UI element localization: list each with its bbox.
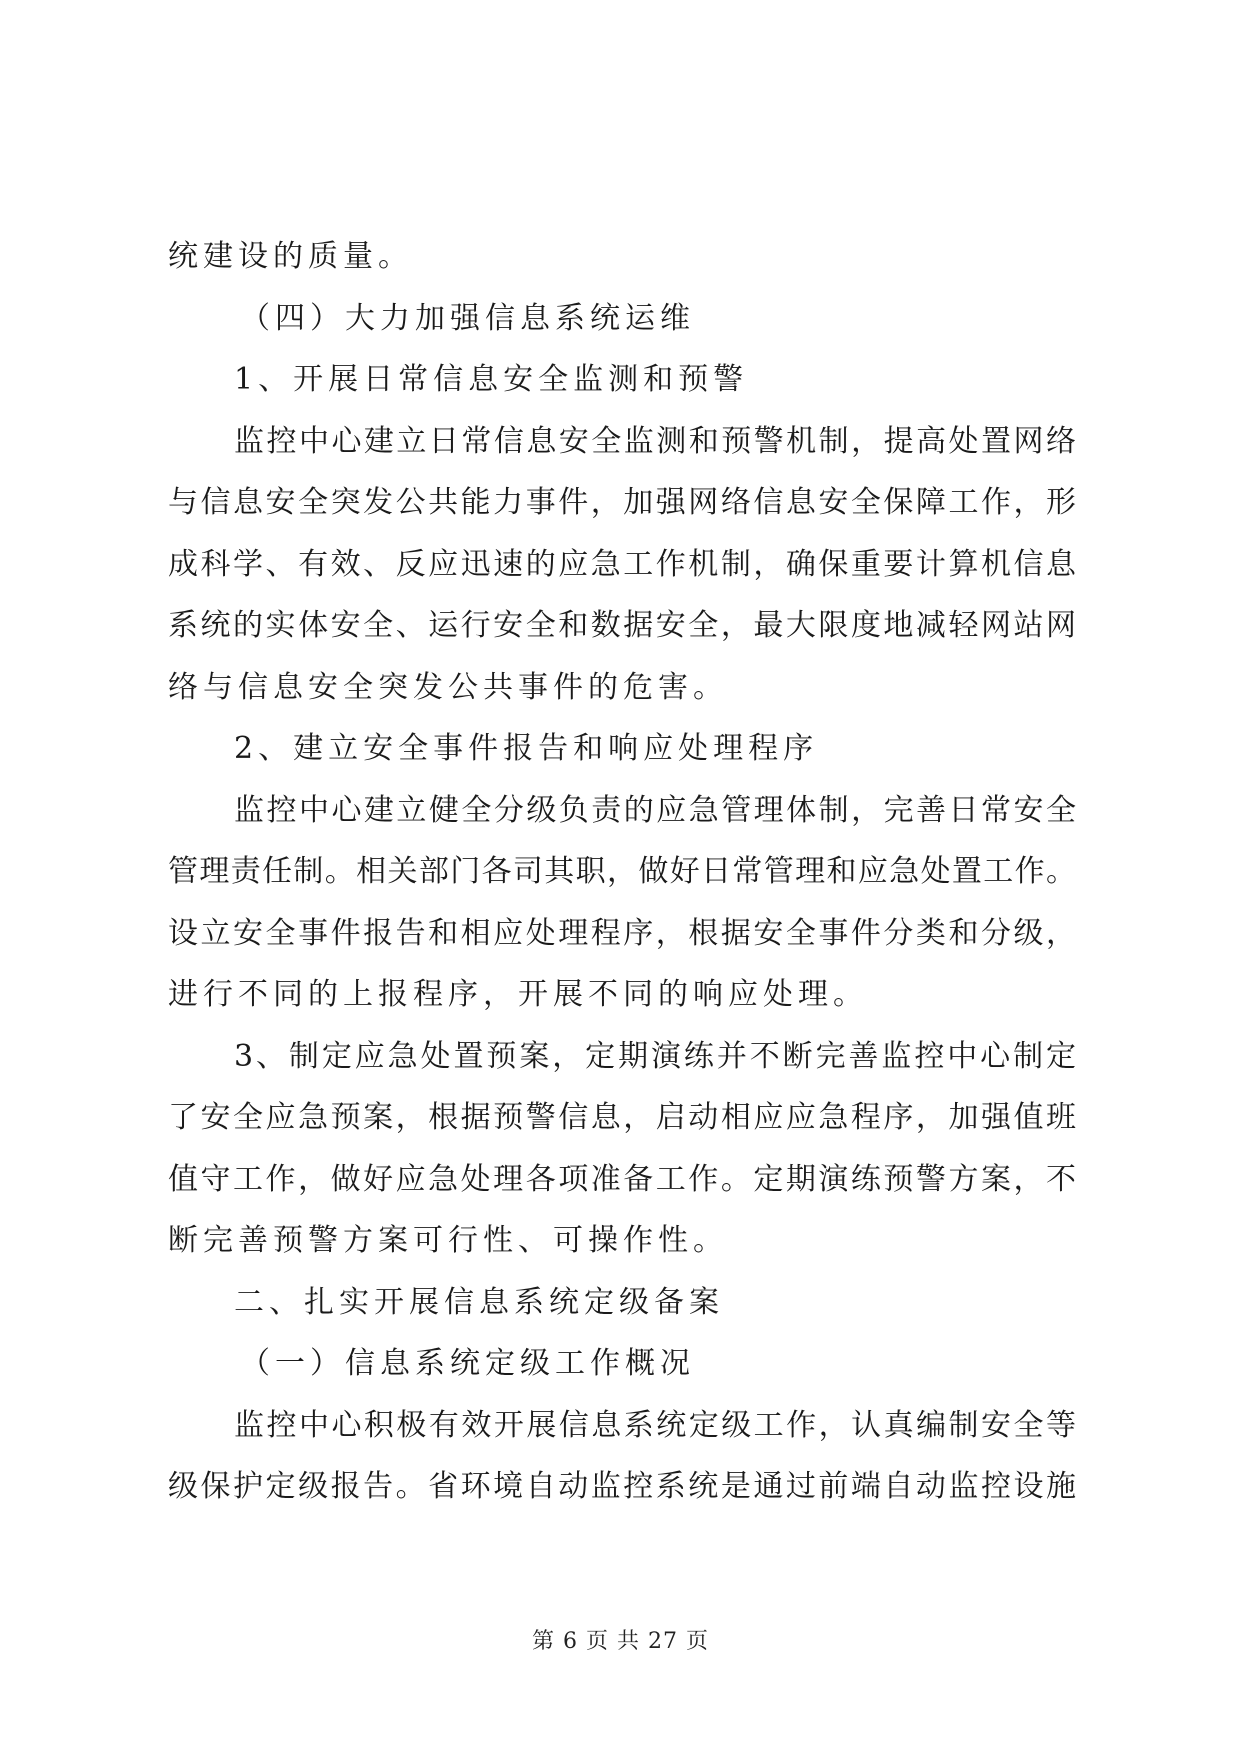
page-footer: 第 6 页 共 27 页 <box>532 1629 709 1654</box>
text-line: 成科学、有效、反应迅速的应急工作机制，确保重要计算机信息 <box>168 546 1076 582</box>
document-body <box>168 226 1076 1518</box>
text-line: 进行不同的上报程序，开展不同的响应处理。 <box>168 977 868 1012</box>
text-line: 监控中心建立健全分级负责的应急管理体制，完善日常安全 <box>234 792 1076 828</box>
text-line: 了安全应急预案，根据预警信息，启动相应应急程序，加强值班 <box>168 1100 1076 1135</box>
text-line: 值守工作，做好应急处理各项准备工作。定期演练预警方案，不 <box>168 1161 1076 1197</box>
text-line: 断完善预警方案可行性、可操作性。 <box>168 1223 728 1258</box>
text-line: 监控中心建立日常信息安全监测和预警机制，提高处置网络 <box>234 423 1076 459</box>
text-line: 络与信息安全突发公共事件的危害。 <box>168 669 728 705</box>
text-line: 管理责任制。相关部门各司其职，做好日常管理和应急处置工作。 <box>168 854 1076 889</box>
text-line: 二、扎实开展信息系统定级备案 <box>234 1284 724 1320</box>
text-line: （四）大力加强信息系统运维 <box>240 300 695 336</box>
text-line: 3、制定应急处置预案，定期演练并不断完善监控中心制定 <box>234 1038 1076 1074</box>
text-line: 监控中心积极有效开展信息系统定级工作，认真编制安全等 <box>234 1407 1076 1443</box>
text-line: 级保护定级报告。省环境自动监控系统是通过前端自动监控设施 <box>168 1469 1076 1504</box>
text-line: 设立安全事件报告和相应处理程序，根据安全事件分类和分级， <box>168 915 1076 951</box>
text-line: 2、建立安全事件报告和响应处理程序 <box>234 731 819 766</box>
text-line: 与信息安全突发公共能力事件，加强网络信息安全保障工作，形 <box>168 485 1076 520</box>
text-line: 系统的实体安全、运行安全和数据安全，最大限度地减轻网站网 <box>168 608 1076 643</box>
text-line: （一）信息系统定级工作概况 <box>240 1346 695 1381</box>
text-line: 统建设的质量。 <box>168 239 413 274</box>
text-line: 1、开展日常信息安全监测和预警 <box>234 362 749 397</box>
